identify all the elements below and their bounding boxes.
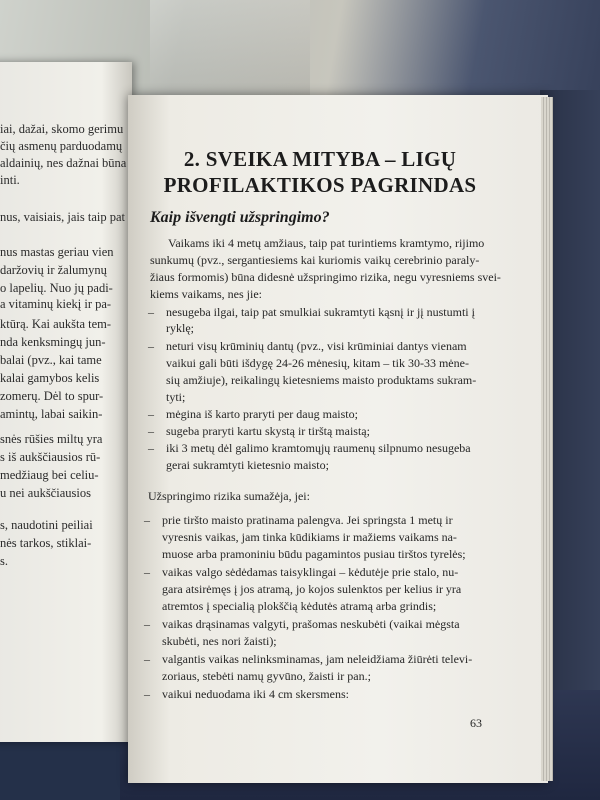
list-item-line: vaikas drąsinamas valgyti, prašomas neskubėti (vaikai mėgsta [162, 617, 460, 631]
list-item-line: atremtos į specialią plokščią kėdutės atramą arba grindis; [162, 599, 437, 613]
left-page-line: snės rūšies miltų yra [0, 432, 103, 446]
list-item-line: tyti; [166, 390, 186, 404]
left-page-line: čių asmenų parduodamų [0, 139, 123, 153]
left-page-line: nės tarkos, stiklai- [0, 536, 92, 550]
section-title: Kaip išvengti užspringimo? [150, 209, 330, 226]
left-page-line: daržovių ir žalumynų [0, 263, 107, 277]
list-item-line: muose arba pramoniniu būdu pagamintos pusiau tirštos tyrelės; [162, 547, 466, 561]
body-line: Užspringimo rizika sumažėja, jei: [148, 489, 310, 503]
left-page-line: s, naudotini peiliai [0, 518, 93, 532]
left-page-line: ktūrą. Kai aukšta tem- [0, 317, 112, 331]
left-page-line: s. [0, 554, 8, 568]
list-dash: – [148, 441, 154, 455]
page-edges [541, 97, 553, 781]
chapter-title-line-1: 2. SVEIKA MITYBA – LIGŲ [183, 147, 457, 171]
body-line: Vaikams iki 4 metų amžiaus, taip pat turintiems kramtymo, rijimo [168, 236, 485, 250]
list-dash: – [144, 652, 150, 666]
list-item-line: neturi visų krūminių dantų (pvz., visi krūminiai dantys vienam [166, 339, 467, 353]
list-item-line: mėgina iš karto praryti per daug maisto; [166, 407, 358, 421]
left-page-line: iai, dažai, skomo gerimu [0, 122, 124, 136]
list-dash: – [144, 513, 150, 527]
list-item-line: iki 3 metų dėl galimo kramtomųjų raumenų silpnumo nesugeba [166, 441, 471, 455]
chapter-title [150, 146, 490, 198]
left-page-line: nus, vaisiais, jais taip pat [0, 210, 125, 224]
list-item-line: zoriaus, stebėti namų gyvūno, žaisti ir pan.; [162, 669, 371, 683]
list-dash: – [148, 305, 154, 319]
list-item-line: vyresnis vaikas, jam tinka kūdikiams ir mažiems vaikams na- [162, 530, 457, 544]
list-item-line: gara atsirėmęs į jos atramą, jo kojos sulenktos per kelius ir yra [162, 582, 462, 596]
chapter-title-line-2: PROFILAKTIKOS PAGRINDAS [163, 173, 477, 197]
left-page-line: balai (pvz., kai tame [0, 353, 102, 367]
left-page-line: amintų, labai saikin- [0, 407, 103, 421]
left-page-line: o lapelių. Nuo jų padi- [0, 281, 113, 295]
left-page-line: inti. [0, 173, 20, 187]
left-page-line: nus mastas geriau vien [0, 245, 114, 259]
list-item-line: gerai sukramtyti kietesnio maisto; [166, 458, 329, 472]
body-line: žiaus formomis) būna didesnė užspringimo rizika, negu vyresniems svei- [150, 270, 501, 284]
list-item-line: skubėti, nes nori žaisti); [162, 634, 277, 648]
list-dash: – [144, 687, 150, 701]
list-item-line: vaikui neduodama iki 4 cm skersmens: [162, 687, 349, 701]
list-dash: – [144, 617, 150, 631]
list-item-line: sugeba praryti kartu skystą ir tirštą maistą; [166, 424, 370, 438]
list-item-line: valgantis vaikas nelinksminamas, jam neleidžiama žiūrėti televi- [162, 652, 473, 666]
list-item-line: prie tiršto maisto pratinama palengva. Jei springsta 1 metų ir [162, 513, 453, 527]
left-page-line: zomerų. Dėl to spur- [0, 389, 104, 403]
left-page-line: a vitaminų kiekį ir pa- [0, 297, 112, 311]
body-line: sunkumų (pvz., sergantiesiems kai kuriomis vaikų cerebrinio paraly- [150, 253, 480, 267]
list-item-line: vaikas valgo sėdėdamas taisyklingai – kėdutėje prie stalo, nu- [162, 565, 459, 579]
list-dash: – [148, 339, 154, 353]
list-item-line: nesugeba ilgai, taip pat smulkiai sukramtyti kąsnį ir jį nustumti į [166, 305, 475, 319]
list-item-line: sių amžiuje), reikalingų kietesniems maisto produktams sukram- [166, 373, 477, 387]
left-page-line: kalai gamybos kelis [0, 371, 100, 385]
list-dash: – [148, 407, 154, 421]
body-line: kiems vaikams, nes jie: [150, 287, 262, 301]
page-number: 63 [470, 716, 482, 730]
list-dash: – [148, 424, 154, 438]
left-page-line: s iš aukščiausios rū- [0, 450, 101, 464]
left-page [0, 62, 132, 742]
list-dash: – [144, 565, 150, 579]
left-page-line: aldainių, nes dažnai būna [0, 156, 127, 170]
list-item-line: ryklę; [166, 321, 194, 335]
left-page-line: u nei aukščiausios [0, 486, 91, 500]
list-item-line: vaikui gali būti išdygę 24-26 mėnesių, kitam – tik 30-33 mėne- [166, 356, 469, 370]
left-page-line: medžiaug bei celiu- [0, 468, 99, 482]
left-page-line: nda kenksmingų jun- [0, 335, 106, 349]
